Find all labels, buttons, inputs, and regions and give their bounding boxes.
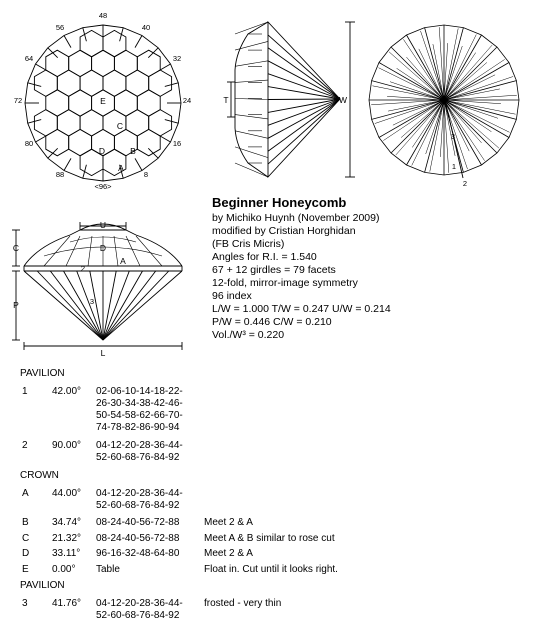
- facet-note: Meet 2 & A: [204, 517, 253, 528]
- honeycomb-cell: [126, 70, 149, 96]
- honeycomb-cell: [149, 110, 172, 136]
- index-label: 24: [182, 96, 192, 105]
- side-crown-facets: [235, 22, 268, 177]
- front-pavilion-facets: [24, 271, 182, 340]
- index-label: 64: [24, 54, 34, 63]
- facet-index: Table: [96, 564, 120, 575]
- honeycomb-cell: [149, 70, 172, 96]
- facet-label-b: B: [130, 146, 136, 156]
- info-line: by Michiko Huynh (November 2009): [212, 212, 380, 224]
- honeycomb-cell: [137, 129, 160, 155]
- side-pavilion-facets: [268, 35, 340, 164]
- dimension-label-p: P: [13, 300, 19, 310]
- honeycomb-cell: [46, 90, 69, 116]
- facet-name: D: [22, 548, 30, 559]
- index-label: 16: [172, 139, 182, 148]
- info-line: 12-fold, mirror-image symmetry: [212, 277, 358, 289]
- facet-label-2: 2: [462, 179, 468, 188]
- facet-name: B: [22, 517, 29, 528]
- index-label: 40: [141, 23, 151, 32]
- facet-name: 1: [22, 386, 28, 397]
- front-elevation-view: [12, 222, 182, 350]
- index-label: 56: [55, 23, 65, 32]
- honeycomb-cell: [69, 129, 92, 155]
- honeycomb-cell: [80, 70, 103, 96]
- facet-name: 2: [22, 440, 28, 451]
- honeycomb-cell: [92, 50, 115, 76]
- facet-angle: 21.32°: [52, 533, 82, 544]
- facet-angle: 90.00°: [52, 440, 82, 451]
- facet-angle: 42.00°: [52, 386, 82, 397]
- facet-label-a: A: [118, 163, 124, 173]
- honeycomb-cell: [80, 30, 103, 56]
- honeycomb-cell: [57, 110, 80, 136]
- facet-note: frosted - very thin: [204, 598, 282, 609]
- facet-index: 04-12-20-28-36-44- 52-60-68-76-84-92: [96, 488, 183, 511]
- info-line: 67 + 12 girdles = 79 facets: [212, 264, 336, 276]
- facet-label-a: A: [120, 256, 126, 266]
- info-line: L/W = 1.000 T/W = 0.247 U/W = 0.214: [212, 303, 391, 315]
- info-line: P/W = 0.446 C/W = 0.210: [212, 316, 332, 328]
- index-label: <96>: [94, 182, 112, 191]
- facet-index: 08-24-40-56-72-88: [96, 517, 180, 528]
- index-label: 88: [55, 170, 65, 179]
- honeycomb-cell: [126, 110, 149, 136]
- index-label: 48: [98, 11, 108, 20]
- design-title: Beginner Honeycomb: [212, 195, 347, 210]
- honeycomb-cell: [69, 90, 92, 116]
- index-label: 80: [24, 139, 34, 148]
- facet-angle: 0.00°: [52, 564, 76, 575]
- facet-index: 08-24-40-56-72-88: [96, 533, 180, 544]
- facet-name: 3: [22, 598, 28, 609]
- honeycomb-cell: [46, 129, 69, 155]
- facet-index: 96-16-32-48-64-80: [96, 548, 180, 559]
- side-profile-view: [227, 22, 355, 177]
- facet-label-3: 3: [450, 132, 456, 141]
- facet-name: E: [22, 564, 29, 575]
- facet-angle: 34.74°: [52, 517, 82, 528]
- facet-note: Meet 2 & A: [204, 548, 253, 559]
- info-line: modified by Cristian Horghidan: [212, 225, 356, 237]
- facet-label-d: D: [99, 243, 107, 253]
- info-line: 96 index: [212, 290, 252, 302]
- honeycomb-cell: [34, 70, 57, 96]
- dimension-label-c: C: [12, 243, 20, 253]
- pavilion-bottom-view: [369, 25, 519, 178]
- section-heading: PAVILION: [20, 580, 65, 591]
- facet-note: Meet A & B similar to rose cut: [204, 533, 335, 544]
- honeycomb-cell: [80, 110, 103, 136]
- bottom-view-facet-lines: [369, 25, 519, 175]
- honeycomb-cell: [137, 90, 160, 116]
- honeycomb-cell: [57, 70, 80, 96]
- honeycomb-cell: [46, 50, 69, 76]
- facet-label-3: 3: [89, 297, 95, 306]
- index-label: 8: [143, 170, 149, 179]
- facet-angle: 33.11°: [52, 548, 81, 559]
- front-view-labels: [13, 220, 126, 358]
- design-info: [212, 212, 391, 342]
- honeycomb-cell: [137, 50, 160, 76]
- facet-index: 04-12-20-28-36-44- 52-60-68-76-84-92: [96, 440, 183, 463]
- facet-angle: 41.76°: [52, 598, 82, 609]
- honeycomb-cell: [103, 70, 126, 96]
- section-heading: PAVILION: [20, 368, 65, 379]
- facet-index: 04-12-20-28-36-44- 52-60-68-76-84-92: [96, 598, 183, 621]
- facet-label-1: 1: [451, 162, 457, 171]
- info-line: (FB Cris Micris): [212, 238, 285, 250]
- honeycomb-cell: [114, 90, 137, 116]
- facet-index: 02-06-10-14-18-22- 26-30-34-38-42-46- 50-54-58-62-66-70- 74-78-82-86-90-94: [96, 386, 183, 433]
- facet-label-c: C: [116, 121, 124, 131]
- info-line: Angles for R.I. = 1.540: [212, 251, 317, 263]
- facet-label-e: E: [100, 96, 106, 106]
- section-heading: CROWN: [20, 470, 59, 481]
- index-label: 72: [13, 96, 23, 105]
- facet-name: C: [22, 533, 30, 544]
- info-line: Vol./W³ = 0.220: [212, 329, 285, 341]
- facet-label-d: D: [98, 146, 106, 156]
- dimension-label-l: L: [100, 348, 106, 358]
- facet-note: Float in. Cut until it looks right.: [204, 564, 338, 575]
- facet-angle: 44.00°: [52, 488, 82, 499]
- honeycomb-cell: [69, 50, 92, 76]
- dimension-label-w: W: [338, 95, 347, 105]
- honeycomb-cell: [114, 50, 137, 76]
- dimension-label-t: T: [223, 95, 229, 105]
- index-label: 32: [172, 54, 182, 63]
- honeycomb-cell: [34, 110, 57, 136]
- facet-label-2: 2: [80, 264, 86, 273]
- dimension-label-u: U: [99, 220, 107, 230]
- facet-name: A: [22, 488, 29, 499]
- honeycomb-cell: [103, 30, 126, 56]
